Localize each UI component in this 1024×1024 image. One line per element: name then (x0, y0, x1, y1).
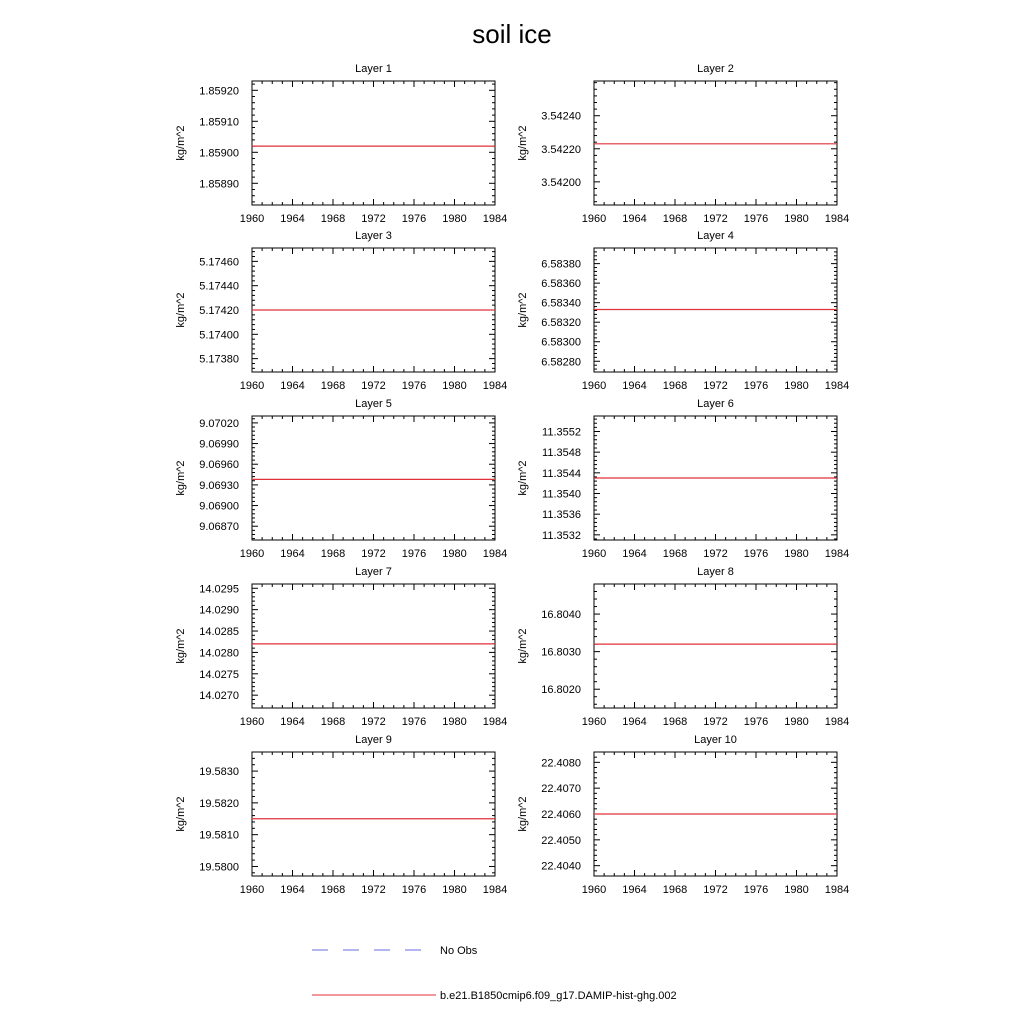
panel-layer-4 (517, 230, 849, 392)
y-tick-label: 19.5800 (199, 861, 239, 874)
panel-title: Layer 2 (697, 63, 734, 75)
x-tick-label: 1968 (662, 213, 688, 225)
panel-layer-7 (175, 566, 507, 728)
x-tick-label: 1968 (662, 548, 688, 560)
plot-frame (252, 81, 495, 205)
y-tick-label: 1.85910 (199, 116, 239, 129)
panels-group (175, 63, 849, 896)
y-tick-label: 22.4070 (541, 783, 581, 796)
x-tick-label: 1964 (280, 548, 305, 560)
y-tick-label: 16.8040 (541, 609, 581, 622)
y-axis-label: kg/m^2 (517, 125, 529, 161)
x-tick-label: 1960 (239, 548, 265, 560)
y-axis-label: kg/m^2 (175, 125, 187, 161)
x-tick-label: 1984 (482, 548, 508, 560)
x-tick-label: 1984 (824, 548, 850, 560)
y-tick-label: 5.17400 (199, 329, 239, 342)
y-tick-label: 22.4080 (541, 757, 581, 770)
x-tick-label: 1980 (784, 213, 809, 225)
x-tick-label: 1984 (824, 716, 850, 728)
x-tick-label: 1960 (239, 213, 265, 225)
x-tick-label: 1972 (361, 548, 386, 560)
panel-title: Layer 3 (355, 230, 392, 242)
plot-frame (252, 752, 495, 876)
y-tick-label: 3.54200 (541, 176, 581, 189)
x-tick-label: 1976 (401, 716, 427, 728)
panel-layer-9 (175, 734, 507, 896)
x-tick-label: 1976 (743, 716, 769, 728)
x-tick-label: 1980 (442, 380, 467, 392)
x-tick-label: 1964 (280, 716, 305, 728)
x-tick-label: 1968 (662, 380, 688, 392)
y-tick-label: 9.06930 (199, 479, 239, 492)
x-tick-label: 1976 (743, 884, 769, 896)
x-tick-label: 1976 (401, 548, 427, 560)
x-tick-label: 1984 (824, 884, 850, 896)
x-tick-label: 1964 (622, 716, 647, 728)
x-tick-label: 1960 (239, 716, 265, 728)
x-tick-label: 1980 (442, 716, 467, 728)
x-tick-label: 1968 (662, 716, 688, 728)
y-tick-label: 14.0280 (199, 647, 239, 660)
panel-layer-5 (175, 398, 507, 560)
x-tick-label: 1964 (622, 213, 647, 225)
x-tick-label: 1984 (482, 213, 508, 225)
x-tick-label: 1964 (280, 380, 305, 392)
panel-title: Layer 10 (694, 734, 737, 746)
y-tick-label: 14.0290 (199, 604, 239, 617)
panel-title: Layer 9 (355, 734, 392, 746)
y-tick-label: 5.17420 (199, 305, 239, 317)
x-tick-label: 1980 (784, 716, 809, 728)
x-tick-label: 1984 (482, 716, 508, 728)
panel-title: Layer 4 (697, 230, 734, 242)
panel-layer-1 (175, 63, 507, 225)
y-tick-label: 6.58300 (541, 336, 581, 349)
y-tick-label: 1.85900 (199, 147, 239, 160)
plot-frame (594, 584, 837, 708)
y-tick-label: 1.85920 (199, 85, 239, 98)
y-tick-label: 9.07020 (199, 417, 239, 430)
y-axis-label: kg/m^2 (175, 628, 187, 664)
y-tick-label: 22.4060 (541, 809, 581, 821)
x-tick-label: 1984 (824, 213, 850, 225)
x-tick-label: 1968 (320, 213, 346, 225)
x-tick-label: 1972 (703, 213, 728, 225)
y-axis-label: kg/m^2 (517, 796, 529, 832)
x-tick-label: 1960 (239, 884, 265, 896)
y-tick-label: 11.3552 (542, 426, 581, 439)
x-tick-label: 1984 (824, 380, 850, 392)
y-axis-label: kg/m^2 (175, 796, 187, 832)
x-tick-label: 1984 (482, 380, 508, 392)
x-tick-label: 1976 (743, 380, 769, 392)
y-tick-label: 14.0295 (199, 583, 239, 596)
x-tick-label: 1972 (361, 716, 386, 728)
x-tick-label: 1964 (280, 213, 305, 225)
x-tick-label: 1964 (622, 884, 647, 896)
plot-frame (594, 81, 837, 205)
x-tick-label: 1960 (581, 548, 607, 560)
y-tick-label: 11.3540 (542, 488, 581, 501)
x-tick-label: 1960 (239, 380, 265, 392)
panel-layer-3 (175, 230, 507, 392)
x-tick-label: 1972 (703, 716, 728, 728)
y-tick-label: 14.0275 (199, 668, 239, 681)
y-tick-label: 16.8020 (541, 684, 581, 697)
x-tick-label: 1972 (703, 548, 728, 560)
y-tick-label: 16.8030 (541, 646, 581, 659)
x-tick-label: 1976 (743, 213, 769, 225)
y-tick-label: 11.3532 (542, 529, 581, 542)
y-tick-label: 19.5830 (199, 766, 239, 779)
x-tick-label: 1980 (784, 380, 809, 392)
x-tick-label: 1972 (361, 213, 386, 225)
figure-title: soil ice (472, 19, 552, 49)
y-tick-label: 6.58320 (541, 317, 581, 330)
panel-layer-10 (517, 734, 849, 896)
y-tick-label: 5.17440 (199, 280, 239, 293)
x-tick-label: 1964 (622, 380, 647, 392)
panel-title: Layer 7 (355, 566, 392, 578)
y-tick-label: 14.0285 (199, 626, 239, 639)
plot-frame (252, 416, 495, 540)
y-tick-label: 6.58360 (541, 278, 581, 291)
x-tick-label: 1972 (361, 380, 386, 392)
y-tick-label: 9.06870 (199, 521, 239, 534)
x-tick-label: 1968 (662, 884, 688, 896)
y-axis-label: kg/m^2 (517, 628, 529, 664)
y-axis-label: kg/m^2 (517, 460, 529, 496)
x-tick-label: 1968 (320, 380, 346, 392)
x-tick-label: 1960 (581, 884, 607, 896)
y-tick-label: 3.54220 (541, 143, 581, 156)
x-tick-label: 1980 (442, 884, 467, 896)
y-axis-label: kg/m^2 (175, 460, 187, 496)
y-axis-label: kg/m^2 (517, 292, 529, 328)
x-tick-label: 1968 (320, 548, 346, 560)
x-tick-label: 1972 (703, 884, 728, 896)
y-tick-label: 5.17380 (199, 353, 239, 366)
x-tick-label: 1980 (784, 884, 809, 896)
y-tick-label: 3.54240 (541, 110, 581, 123)
x-tick-label: 1968 (320, 884, 346, 896)
x-tick-label: 1980 (442, 548, 467, 560)
x-tick-label: 1976 (401, 884, 427, 896)
x-tick-label: 1964 (280, 884, 305, 896)
y-tick-label: 11.3536 (542, 509, 581, 522)
legend-label-model: b.e21.B1850cmip6.f09_g17.DAMIP-hist-ghg.002 (440, 990, 677, 1002)
x-tick-label: 1960 (581, 716, 607, 728)
panel-title: Layer 5 (355, 398, 392, 410)
y-tick-label: 9.06960 (199, 459, 239, 472)
panel-title: Layer 8 (697, 566, 734, 578)
legend-label-no-obs: No Obs (440, 945, 478, 957)
panel-title: Layer 1 (355, 63, 392, 75)
y-tick-label: 11.3544 (542, 467, 581, 480)
plot-frame (252, 584, 495, 708)
y-tick-label: 1.85890 (199, 178, 239, 191)
y-tick-label: 19.5820 (199, 797, 239, 810)
y-tick-label: 22.4040 (541, 860, 581, 873)
x-tick-label: 1980 (442, 213, 467, 225)
legend (312, 945, 677, 1002)
y-tick-label: 9.06990 (199, 438, 239, 451)
y-tick-label: 6.58340 (541, 297, 581, 310)
y-tick-label: 11.3548 (542, 447, 581, 460)
y-tick-label: 14.0270 (199, 690, 239, 703)
x-tick-label: 1984 (482, 884, 508, 896)
y-tick-label: 6.58380 (541, 258, 581, 271)
x-tick-label: 1972 (703, 380, 728, 392)
panel-title: Layer 6 (697, 398, 734, 410)
x-tick-label: 1976 (401, 213, 427, 225)
panel-layer-2 (517, 63, 849, 225)
y-tick-label: 9.06900 (199, 500, 239, 513)
x-tick-label: 1960 (581, 380, 607, 392)
y-tick-label: 22.4050 (541, 834, 581, 847)
x-tick-label: 1960 (581, 213, 607, 225)
y-axis-label: kg/m^2 (175, 292, 187, 328)
panel-layer-8 (517, 566, 849, 728)
x-tick-label: 1964 (622, 548, 647, 560)
x-tick-label: 1980 (784, 548, 809, 560)
x-tick-label: 1968 (320, 716, 346, 728)
panel-layer-6 (517, 398, 849, 560)
x-tick-label: 1972 (361, 884, 386, 896)
y-tick-label: 5.17460 (199, 256, 239, 269)
y-tick-label: 6.58280 (541, 356, 581, 369)
y-tick-label: 19.5810 (199, 829, 239, 842)
x-tick-label: 1976 (401, 380, 427, 392)
x-tick-label: 1976 (743, 548, 769, 560)
